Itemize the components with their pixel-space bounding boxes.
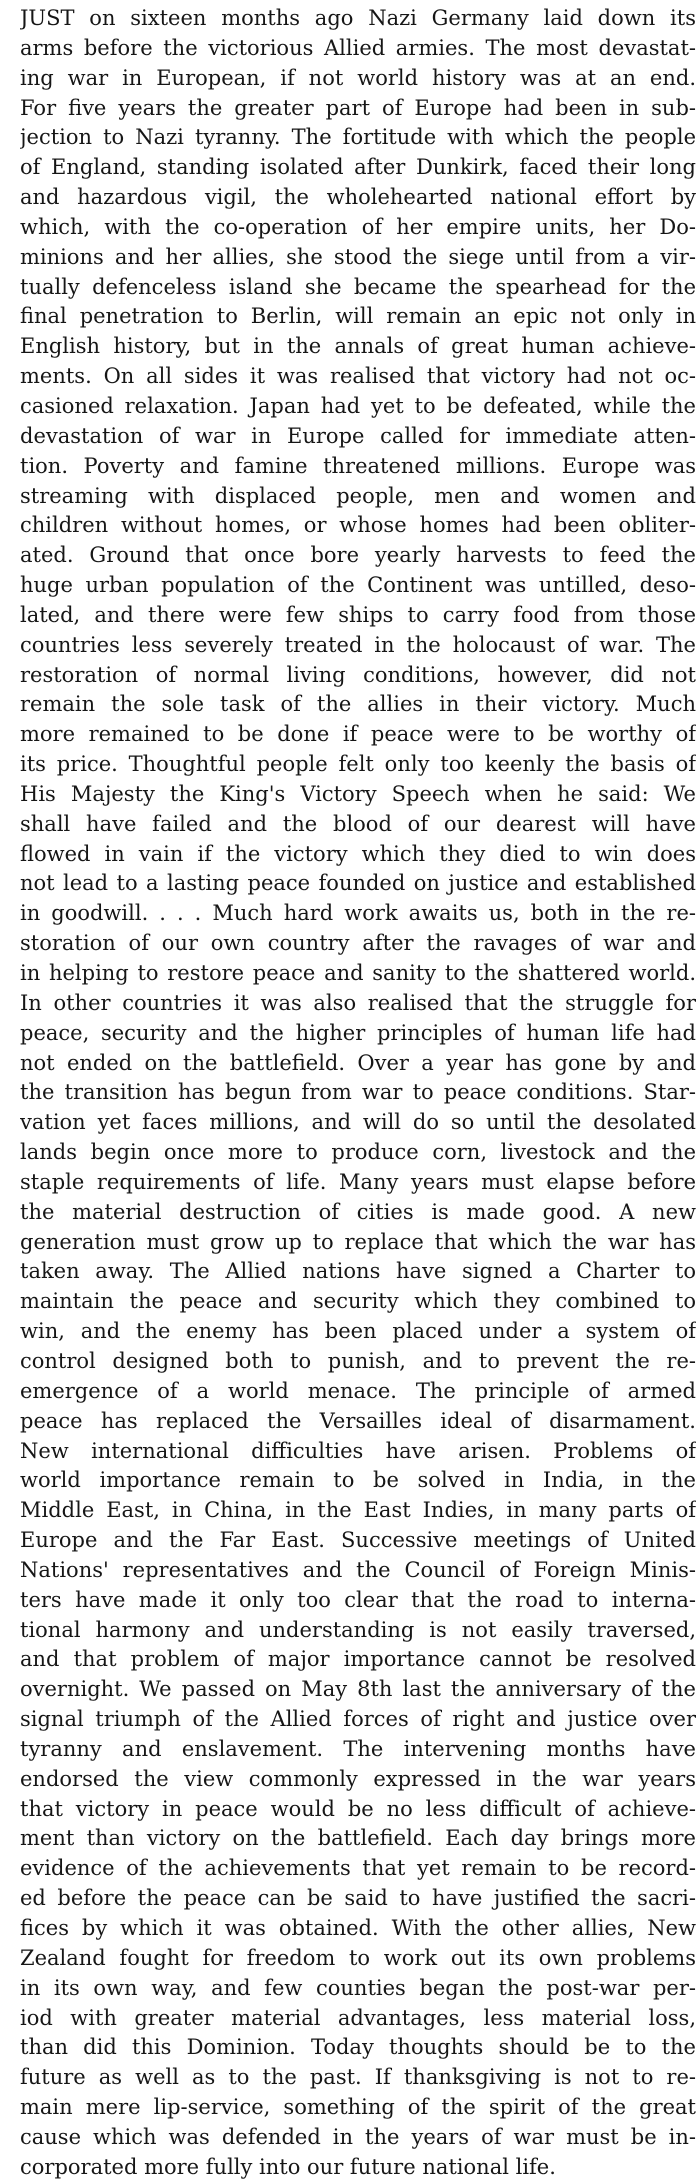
text-line: JUST on sixteen months ago Nazi Germany laid down its (20, 6, 696, 30)
text-line: in helping to restore peace and sanity to the shattered world. (20, 961, 696, 985)
text-line: vation yet faces millions, and will do so until the desolated (20, 1110, 696, 1135)
text-line: tually defenceless island she became the spearhead for the (20, 274, 696, 299)
text-line: shall have failed and the blood of our dearest will have (20, 811, 696, 836)
text-line: children without homes, or whose homes had been obliter- (20, 513, 696, 538)
text-line: future as well as to the past. If thanksgiving is not to re- (20, 2065, 696, 2090)
text-line: Zealand fought for freedom to work out its own problems (20, 1945, 696, 1970)
text-line: cause which was defended in the years of war must be in- (20, 2124, 696, 2149)
text-line: huge urban population of the Continent was untilled, deso- (20, 573, 696, 598)
article-body (20, 4, 696, 2183)
text-line: jection to Nazi tyranny. The fortitude with which the people (20, 125, 696, 150)
text-line: overnight. We passed on May 8th last the anniversary of the (20, 1677, 696, 1702)
text-line: the material destruction of cities is made good. A new (20, 1199, 696, 1224)
text-line: main mere lip-service, something of the spirit of the great (20, 2095, 696, 2120)
text-line: lands begin once more to produce corn, livestock and the (20, 1140, 696, 1165)
text-line: countries less severely treated in the holocaust of war. The (20, 632, 696, 657)
text-line: ters have made it only too clear that the road to interna- (20, 1587, 696, 1612)
text-line: more remained to be done if peace were to be worthy of (20, 722, 696, 747)
text-line: streaming with displaced people, men and women and (20, 483, 696, 508)
text-line: ments. On all sides it was realised that victory had not oc- (20, 364, 696, 389)
text-line: tion. Poverty and famine threatened millions. Europe was (20, 453, 696, 478)
text-line: the transition has begun from war to peace conditions. Star- (20, 1080, 696, 1105)
text-line: New international difficulties have arisen. Problems of (20, 1438, 696, 1463)
text-line: and that problem of major importance cannot be resolved (20, 1647, 696, 1672)
text-line: ing war in European, if not world history was at an end. (20, 65, 696, 90)
text-line: iod with greater material advantages, less material loss, (20, 2005, 696, 2030)
text-line: Europe and the Far East. Successive meetings of United (20, 1528, 696, 1553)
text-line: ed before the peace can be said to have justified the sacri- (20, 1886, 696, 1911)
text-line: its price. Thoughtful people felt only too keenly the basis of (20, 752, 696, 777)
text-line: of England, standing isolated after Dunkirk, faced their long (20, 155, 696, 180)
text-line: ated. Ground that once bore yearly harvests to feed the (20, 543, 696, 568)
text-line: taken away. The Allied nations have signed a Charter to (20, 1259, 696, 1284)
text-line: endorsed the view commonly expressed in the war years (20, 1766, 696, 1791)
text-line: tyranny and enslavement. The intervening months have (20, 1736, 696, 1761)
text-line: arms before the victorious Allied armies. The most devastat- (20, 35, 696, 60)
text-line: restoration of normal living conditions, however, did not (20, 662, 696, 687)
text-line: fices by which it was obtained. With the other allies, New (20, 1916, 696, 1940)
text-line: tional harmony and understanding is not easily traversed, (20, 1617, 696, 1642)
text-line: lated, and there were few ships to carry food from those (20, 602, 696, 627)
text-line: corporated more fully into our future national life. (20, 2154, 556, 2179)
text-line: in its own way, and few counties began the post-war per- (20, 1975, 696, 2000)
text-line: not lead to a lasting peace founded on justice and established (20, 871, 696, 896)
text-line: flowed in vain if the victory which they died to win does (20, 841, 696, 866)
text-line: staple requirements of life. Many years must elapse before (20, 1169, 696, 1194)
text-line: final penetration to Berlin, will remain an epic not only in (20, 304, 696, 329)
text-line: Nations' representatives and the Council of Foreign Minis- (20, 1557, 696, 1582)
text-line: For five years the greater part of Europe had been in sub- (20, 95, 696, 120)
text-line: English history, but in the annals of great human achieve- (20, 334, 696, 359)
text-line: signal triumph of the Allied forces of right and justice over (20, 1707, 696, 1732)
text-line: peace has replaced the Versailles ideal of disarmament. (20, 1408, 696, 1433)
text-line: world importance remain to be solved in India, in the (20, 1468, 696, 1493)
text-line: In other countries it was also realised that the struggle for (20, 990, 696, 1015)
text-line: win, and the enemy has been placed under a system of (20, 1319, 696, 1344)
text-line: peace, security and the higher principles of human life had (20, 1020, 696, 1045)
text-line: devastation of war in Europe called for immediate atten- (20, 423, 696, 448)
text-line: which, with the co-operation of her empire units, her Do- (20, 214, 696, 239)
text-line: in goodwill. . . . Much hard work awaits us, both in the re- (20, 901, 696, 926)
text-line: ment than victory on the battlefield. Each day brings more (20, 1826, 696, 1851)
text-line: and hazardous vigil, the wholehearted national effort by (20, 185, 696, 210)
text-line: remain the sole task of the allies in their victory. Much (20, 692, 696, 717)
text-line: generation must grow up to replace that which the war has (20, 1229, 696, 1254)
text-line: than did this Dominion. Today thoughts should be to the (20, 2035, 696, 2060)
text-line: that victory in peace would be no less difficult of achieve- (20, 1796, 696, 1821)
text-line: emergence of a world menace. The principle of armed (20, 1378, 696, 1403)
text-line: casioned relaxation. Japan had yet to be defeated, while the (20, 393, 696, 418)
text-line: Middle East, in China, in the East Indies, in many parts of (20, 1498, 696, 1523)
text-line: His Majesty the King's Victory Speech when he said: We (20, 781, 696, 806)
text-line: evidence of the achievements that yet remain to be record- (20, 1856, 696, 1881)
text-line: control designed both to punish, and to prevent the re- (20, 1348, 696, 1373)
text-line: minions and her allies, she stood the siege until from a vir- (20, 244, 696, 269)
text-line: maintain the peace and security which they combined to (20, 1289, 696, 1314)
text-line: not ended on the battlefield. Over a year has gone by and (20, 1050, 696, 1075)
text-line: storation of our own country after the ravages of war and (20, 931, 696, 956)
